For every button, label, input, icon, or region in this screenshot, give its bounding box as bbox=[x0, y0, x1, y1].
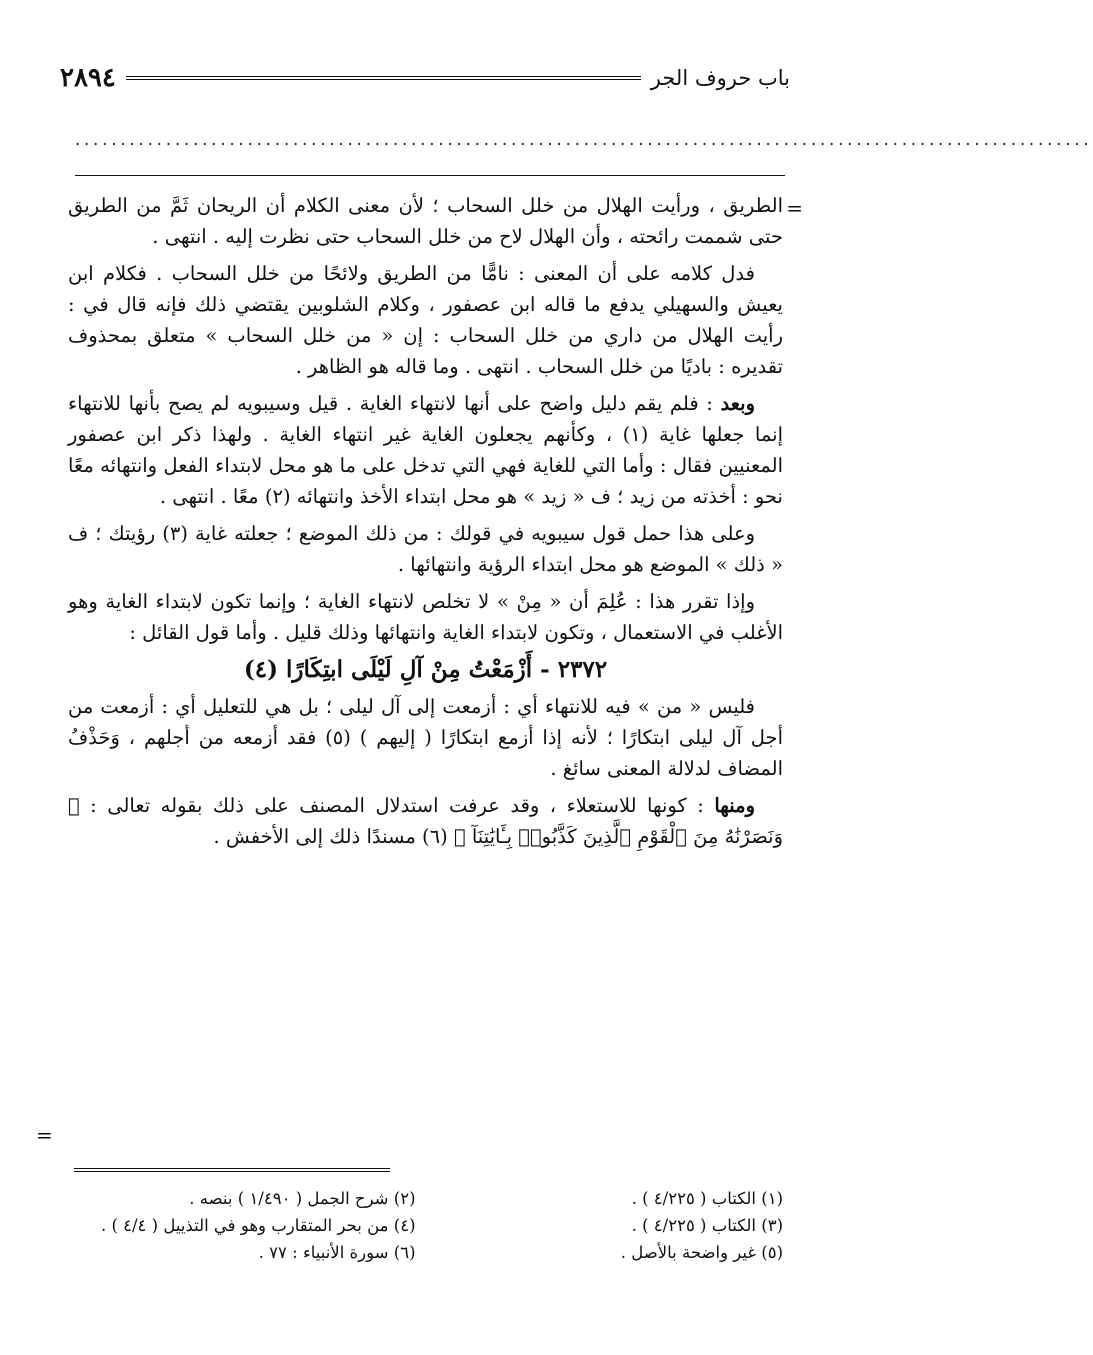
paragraph-3-text: : فلم يقم دليل واضح على أنها لانتهاء الغاية . قيل وسيبويه لم يصح بأنها للانتهاء إنما جعلها غاية (١) ، وكأنهم يجعلون الغاية غير انتهاء الغاية . ولهذا ذكر ابن عصفور المعنيين فقال : وأما التي للغاية فهي التي تدخل على ما هو محل لابتداء الفعل وانتهائه معًا نحو : أخذته من زيد ؛ ف « زيد » هو محل ابتداء الأخذ وانتهائه (٢) معًا . انتهى . bbox=[68, 392, 783, 508]
header-rule bbox=[126, 76, 641, 80]
paragraph-5: وإذا تقرر هذا : عُلِمَ أن « مِنْ » لا تخلص لانتهاء الغاية ؛ وإنما تكون لابتداء الغاية وهو الأغلب في الاستعمال ، وتكون لابتداء الغاية وانتهائها وذلك قليل . وأما قول القائل : bbox=[68, 590, 783, 644]
page-number: ٢٨٩٤ bbox=[60, 63, 116, 93]
paragraph-6: فليس « من » فيه للانتهاء أي : أزمعت إلى آل ليلى ؛ بل هي للتعليل أي : أزمعت من أجل آل ليلى ابتكارًا ؛ لأنه إذا أزمع ابتكارًا ( إليهم ) (٥) فقد أزمعه من أجلهم ، وَحَذْفُ المضاف لدلالة المعنى سائغ . bbox=[68, 695, 783, 780]
footnote-3: (٣) الكتاب ( ٤/٢٢٥ ) . bbox=[631, 1216, 783, 1235]
footnotes bbox=[68, 1185, 783, 1266]
footnote-2: (٢) شرح الجمل ( ١/٤٩٠ ) بنصه . bbox=[189, 1189, 416, 1208]
footnote-4: (٤) من بحر المتقارب وهو في التذييل ( ٤/٤ ) . bbox=[100, 1216, 416, 1235]
verse-line: ٢٣٧٢ - أَزْمَعْتُ مِنْ آلِ لَيْلَى ابتِكَارًا (٤) bbox=[243, 656, 608, 683]
footnote-5: (٥) غير واضحة بالأصل . bbox=[620, 1243, 783, 1262]
paragraph-4: وعلى هذا حمل قول سيبويه في قولك : من ذلك الموضع ؛ جعلته غاية (٣) رؤيتك ؛ ف « ذلك » الموضع هو محل ابتداء الرؤية وانتهائها . bbox=[68, 522, 783, 576]
footnote-1: (١) الكتاب ( ٤/٢٢٥ ) . bbox=[631, 1189, 783, 1208]
paragraph-2: فدل كلامه على أن المعنى : نامًّا من الطريق ولائحًا من خلل السحاب . فكلام ابن يعيش والسهيلي يدفع ما قاله ابن عصفور ، وكلام الشلوبين يقتضي ذلك فإنه قال في : رأيت الهلال من داري من خلل السحاب : إن « من خلل السحاب » متعلق بمحذوف تقديره : باديًا من خلل السحاب . انتهى . وما قاله هو الظاهر . bbox=[68, 262, 783, 378]
separator-rule bbox=[75, 175, 785, 176]
continuation-mark-end: = bbox=[36, 1123, 53, 1147]
continuation-mark-start: = bbox=[786, 196, 803, 220]
paragraph-3-lead: وبعد bbox=[720, 392, 755, 415]
main-text bbox=[68, 190, 783, 858]
running-title: باب حروف الجر bbox=[650, 66, 790, 90]
paragraph-7 bbox=[68, 790, 783, 852]
footnote-rule bbox=[74, 1168, 390, 1172]
paragraph-1: الطريق ، ورأيت الهلال من خلل السحاب ؛ لأن معنى الكلام أن الريحان ثَمَّ من الطريق حتى شممت رائحته ، وأن الهلال لاح من خلل السحاب حتى نظرت إليه . انتهى . bbox=[68, 194, 783, 248]
footnote-6: (٦) سورة الأنبياء : ٧٧ . bbox=[258, 1243, 416, 1262]
paragraph-7-text: : كونها للاستعلاء ، وقد عرفت استدلال المصنف على ذلك بقوله تعالى : ﴿ وَنَصَرْنَٰهُ مِنَ ٱلْقَوْمِ ٱلَّذِينَ كَذَّبُوا۟ بِـَٔايَٰتِنَآ ﴾ (٦) مسندًا ذلك إلى الأخفش . bbox=[68, 794, 783, 848]
dotted-separator: ................................................................................................................ bbox=[75, 130, 1093, 149]
paragraph-7-lead: ومنها bbox=[714, 794, 755, 817]
page-header bbox=[60, 58, 790, 98]
paragraph-3 bbox=[68, 388, 783, 512]
